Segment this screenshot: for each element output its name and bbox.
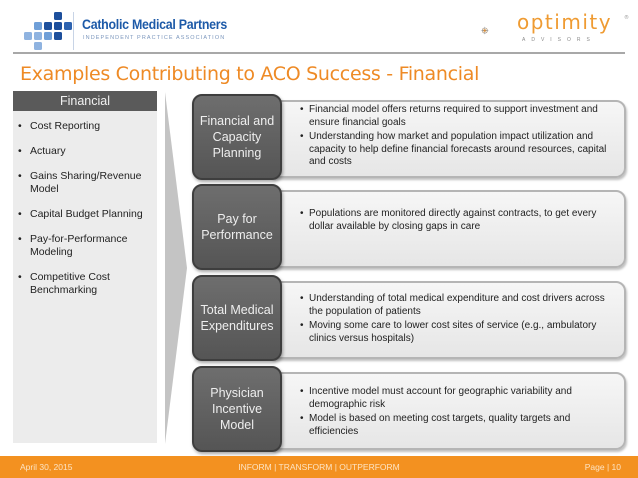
bullet-item: • Model is based on meeting cost targets, quality targets and efficiencies	[300, 413, 610, 438]
row-bullets	[300, 208, 610, 235]
row-financial-capacity-planning	[192, 94, 628, 182]
bullet-item: • Populations are monitored directly against contracts, to get every dollar available by closing gaps in care	[300, 208, 610, 233]
partner-logo-subtitle: ADVISORS	[522, 37, 596, 43]
financial-panel-heading: Financial	[13, 91, 157, 111]
compass-star-icon	[480, 12, 520, 48]
footer-date: April 30, 2015	[20, 462, 73, 472]
footer-bar	[0, 456, 638, 478]
footer-tagline: INFORM | TRANSFORM | OUTPERFORM	[238, 462, 400, 472]
row-bullets	[300, 386, 610, 440]
org-name: Catholic Medical Partners	[82, 17, 227, 32]
financial-items-list	[18, 120, 156, 309]
row-physician-incentive-model	[192, 366, 628, 454]
list-item: • Gains Sharing/Revenue Model	[18, 170, 156, 196]
list-item: • Competitive Cost Benchmarking	[18, 271, 156, 297]
page-number: Page | 10	[584, 462, 621, 472]
list-item: • Actuary	[18, 145, 156, 158]
chevron-arrow-icon	[165, 92, 187, 444]
header-divider	[13, 52, 625, 54]
bullet-item: • Moving some care to lower cost sites of service (e.g., ambulatory clinics versus hospitals)	[300, 320, 610, 345]
registered-mark: ®	[624, 15, 629, 21]
catholic-medical-partners-logo-icon	[14, 10, 80, 54]
partner-logo-word: optimity	[517, 10, 613, 34]
bullet-item: • Incentive model must account for geographic variability and demographic risk	[300, 386, 610, 411]
org-subtitle: INDEPENDENT PRACTICE ASSOCIATION	[83, 35, 226, 41]
page-title: Examples Contributing to ACO Success - Financial	[20, 63, 480, 85]
row-label: Physician Incentive Model	[192, 366, 282, 452]
bullet-item: • Financial model offers returns required to support investment and ensure financial goals	[300, 104, 610, 129]
bullet-item: • Understanding how market and population impact utilization and capacity to help define financial forecasts around resources, capital and costs	[300, 131, 610, 169]
row-label: Financial and Capacity Planning	[192, 94, 282, 180]
list-item: • Pay-for-Performance Modeling	[18, 233, 156, 259]
row-pay-for-performance	[192, 184, 628, 272]
row-bullets	[300, 104, 610, 171]
row-label: Pay for Performance	[192, 184, 282, 270]
row-label: Total Medical Expenditures	[192, 275, 282, 361]
bullet-item: • Understanding of total medical expenditure and cost drivers across the population of patients	[300, 293, 610, 318]
logo-divider	[73, 12, 74, 50]
row-total-medical-expenditures	[192, 275, 628, 363]
list-item: • Capital Budget Planning	[18, 208, 156, 221]
list-item: • Cost Reporting	[18, 120, 156, 133]
row-bullets	[300, 293, 610, 347]
